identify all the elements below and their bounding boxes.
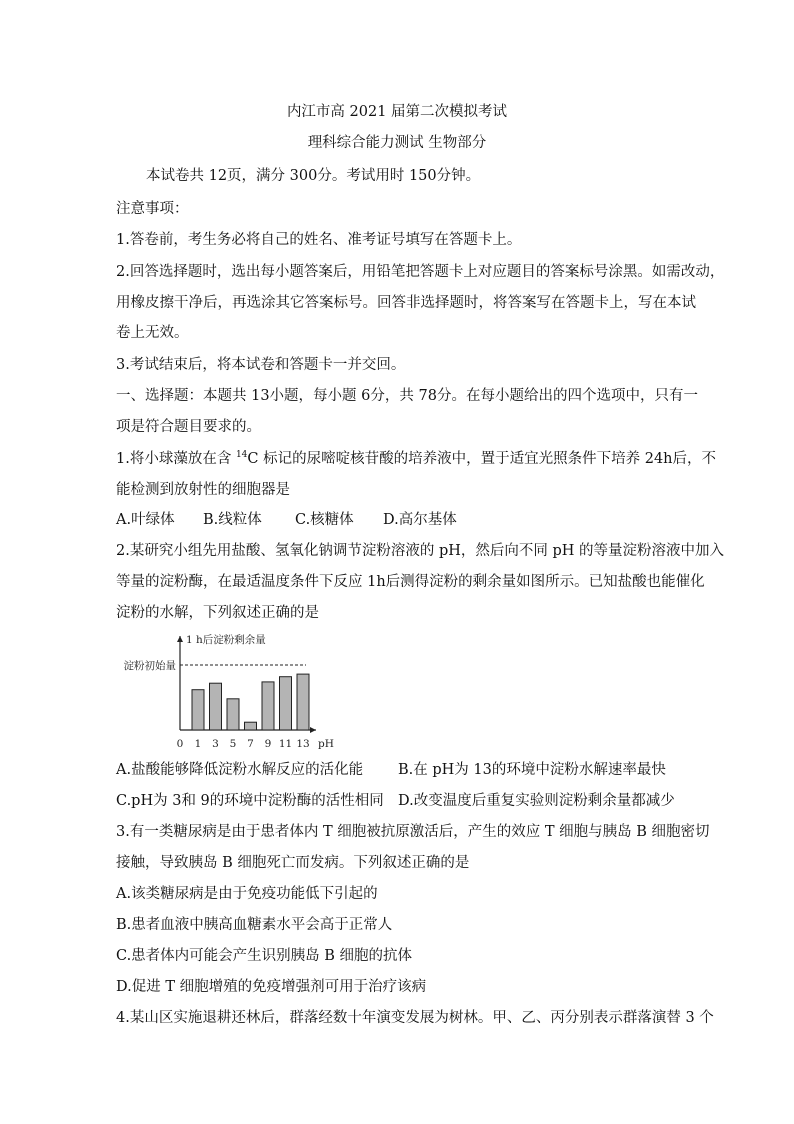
y-axis-arrow: [177, 636, 183, 642]
bar-ph-9: [262, 682, 274, 730]
note-2-line-3: 卷上无效。: [116, 325, 189, 341]
reference-line-label: 淀粉初始量: [123, 660, 176, 672]
y-axis-label: 1 h后淀粉剩余量: [186, 634, 266, 646]
q1-option-d: D.高尔基体: [383, 512, 457, 528]
notes-heading: 注意事项：: [116, 201, 189, 217]
section-heading-line-1: 一、选择题：本题共 13小题，每小题 6分，共 78分。在每小题给出的四个选项中，只有一: [116, 388, 698, 404]
q3-option-b: B.患者血液中胰高血糖素水平会高于正常人: [116, 917, 393, 933]
section-heading-line-2: 项是符合题目要求的。: [116, 419, 261, 435]
exam-subtitle: 理科综合能力测试 生物部分: [307, 135, 487, 151]
q2-option-b: B.在 pH为 13的环境中淀粉水解速率最快: [398, 762, 666, 778]
x-tick-label-11: 11: [278, 738, 293, 750]
q1-isotope-superscript: 14: [235, 450, 248, 460]
x-tick-label-1: 1: [194, 738, 202, 750]
q1-option-a: A.叶绿体: [116, 512, 175, 528]
note-2-line-2: 用橡皮擦干净后，再选涂其它答案标号。回答非选择题时，将答案写在答题卡上，写在本试: [116, 295, 696, 311]
q2-option-a: A.盐酸能够降低淀粉水解反应的活化能: [116, 762, 364, 778]
note-3: 3.考试结束后，将本试卷和答题卡一并交回。: [116, 357, 406, 373]
x-axis-label: pH: [318, 738, 334, 750]
bar-ph-5: [227, 699, 239, 730]
note-2-line-1: 2.回答选择题时，选出每小题答案后，用铅笔把答题卡上对应题目的答案标号涂黑。如需改动，: [116, 264, 725, 280]
note-1: 1.答卷前，考生务必将自己的姓名、准考证号填写在答题卡上。: [116, 232, 522, 248]
q1-option-c: C.核糖体: [295, 512, 354, 528]
q3-stem-line-1: 3.有一类糖尿病是由于患者体内 T 细胞被抗原激活后，产生的效应 T 细胞与胰岛 B 细胞密切: [116, 824, 710, 840]
q2-stem-line-3: 淀粉的水解，下列叙述正确的是: [116, 605, 319, 621]
q2-option-d: D.改变温度后重复实验则淀粉剩余量都减少: [398, 793, 675, 809]
x-tick-label-7: 7: [247, 738, 254, 750]
x-tick-label-9: 9: [264, 738, 272, 750]
q2-stem-line-1: 2.某研究小组先用盐酸、氢氧化钠调节淀粉溶液的 pH，然后向不同 pH 的等量淀粉溶液中加入: [116, 543, 725, 559]
bar-ph-13: [297, 674, 309, 730]
q2-stem-line-2: 等量的淀粉酶，在最适温度条件下反应 1h后测得淀粉的剩余量如图所示。已知盐酸也能催化: [116, 574, 705, 590]
bar-ph-3: [210, 683, 222, 730]
x-tick-label-5: 5: [229, 738, 237, 750]
bar-ph-7: [245, 722, 257, 730]
q3-option-a: A.该类糖尿病是由于免疫功能低下引起的: [116, 886, 378, 902]
q2-option-c: C.pH为 3和 9的环境中淀粉酶的活性相同: [116, 793, 384, 809]
x-tick-label-13: 13: [296, 738, 310, 750]
q1-stem-post: C 标记的尿嘧啶核苷酸的培养液中，置于适宜光照条件下培养 24h后，不: [247, 451, 717, 467]
q4-stem-line-1: 4.某山区实施退耕还林后，群落经数十年演变发展为树林。甲、乙、丙分别表示群落演替 3 个: [116, 1010, 714, 1026]
x-axis-arrow: [310, 727, 316, 733]
q1-option-b: B.线粒体: [203, 512, 262, 528]
exam-info: 本试卷共 12页，满分 300分。考试用时 150分钟。: [146, 168, 481, 184]
q1-stem-pre: 1.将小球藻放在含: [116, 451, 236, 467]
q1-stem-line-2: 能检测到放射性的细胞器是: [116, 482, 290, 498]
exam-title: 内江市高 2021 届第二次模拟考试: [286, 104, 508, 120]
q3-stem-line-2: 接触，导致胰岛 B 细胞死亡而发病。下列叙述正确的是: [116, 855, 470, 871]
bar-ph-1: [192, 690, 204, 730]
bar-ph-11: [280, 677, 292, 730]
q3-option-c: C.患者体内可能会产生识别胰岛 B 细胞的抗体: [116, 948, 413, 964]
origin-tick-label: 0: [176, 738, 184, 750]
x-tick-label-3: 3: [212, 738, 219, 750]
q3-option-d: D.促进 T 细胞增殖的免疫增强剂可用于治疗该病: [116, 979, 427, 995]
